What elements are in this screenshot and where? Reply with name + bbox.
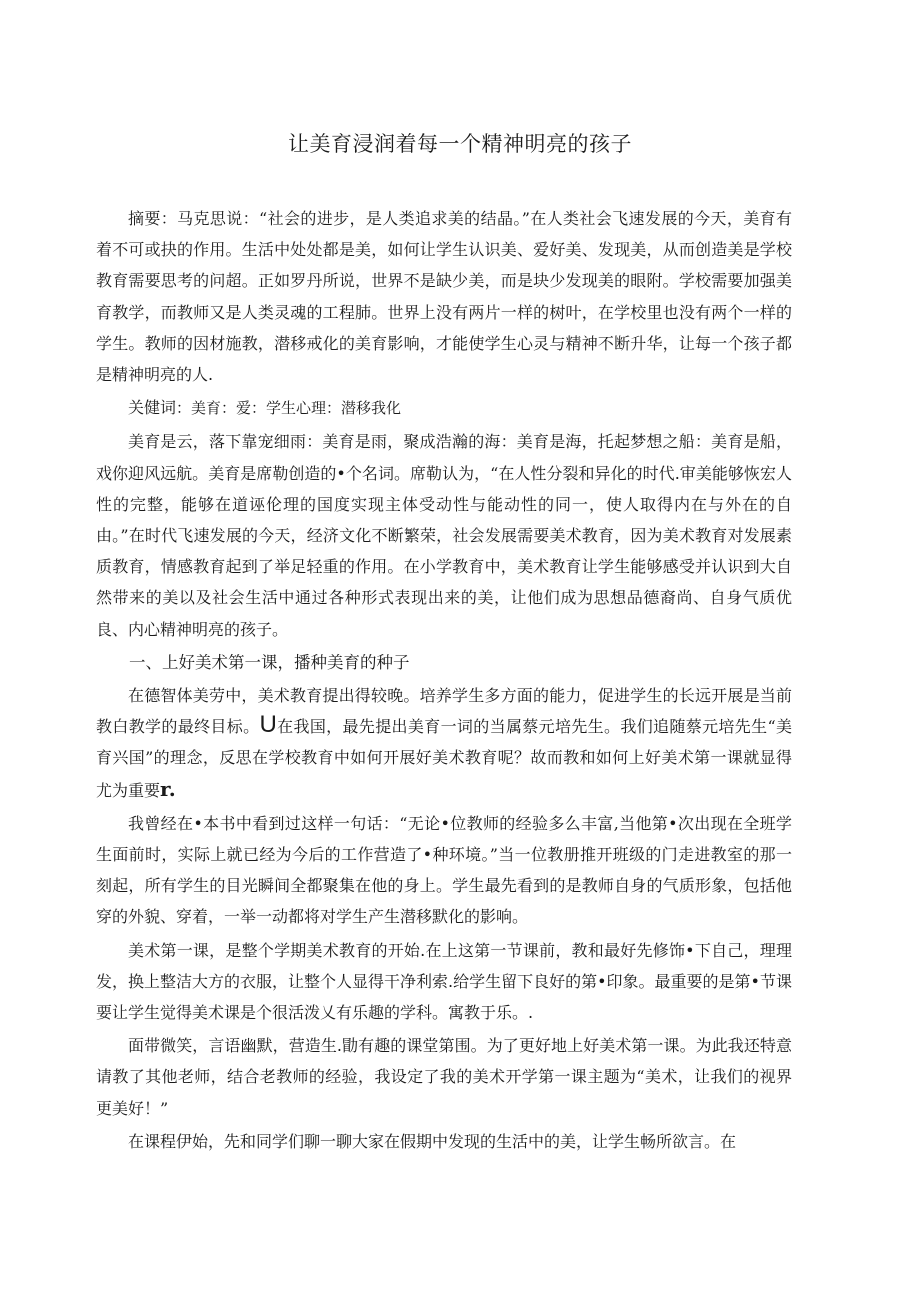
body-paragraph: 在课程伊始，先和同学们聊一聊大家在假期中发现的生活中的美，让学生畅所欲言。在 — [128, 1131, 737, 1151]
section-heading: 一、上好美术第一课，播种美育的种子 — [129, 652, 410, 672]
document-body — [96, 203, 792, 1157]
body-paragraph: 美术第一课，是整个学期美术教育的开始.在上这第一节课前，教和最好先修饰•下自己，理理发，换上整洁大方的衣服，让整个人显得干净利索.给学生留下良好的第•印象。最重要的是第•节课要让学生觉得美术课是个很活泼乂有乐趣的学科。寓教于乐。. — [96, 940, 792, 1023]
paragraph-text: 在德智体美劳中，美术教育提出得较晚。培养学生多方面的能力，促进学生的长远开展是当前教白教学的最终目标。 — [96, 686, 792, 737]
body-paragraph: 面带微笑，言语幽默，营造生.勖有趣的课堂第围。为了更好地上好美术第一课。为此我还特意请教了其他老师，结合老教师的经验，我设定了我的美术开学第一课主题为“美术，让我们的视界更美好！” — [96, 1036, 792, 1118]
paragraph-text: 在我国，最先提出美育一词的当属蔡元培先生。我们追随蔡元培先生“美育兴国”的理念，反思在学校教育中如何开展好美术教育呢？故而教和如何上好美术第一课就显得尤为重要 — [96, 717, 792, 800]
keywords-line — [96, 392, 792, 424]
keywords-label: 关健词 — [128, 398, 177, 418]
stray-large-letter: U — [259, 711, 277, 739]
document-title: 让美育浸润着每一个精神明亮的孩子 — [288, 132, 632, 156]
intro-paragraph: 美育是云，落下靠宠细雨：美育是雨，聚成浩瀚的海：美育是海，托起梦想之船：美育是船，戏你迎风远航。美育是席勒创造的•个名词。席勒认为，“在人性分裂和异化的时代.审美能够恢宏人性的完整，能够在道诬伦理的国度实现主体受动性与能动性的同一，使人取得内在与外在的自由。”在时代飞速发展的今天，经济文化不断繁荣，社会发展需要美术教育，因为美术教育对发展素质教育，情感教育起到了举足轻重的作用。在小学教育中，美术教育让学生能够感受并认识到大自然带来的美以及社会生活中通过各种形式表现出来的美，让他们成为思想品德裔尚、自身气质优良、内心精神明亮的孩子。 — [96, 432, 792, 639]
body-paragraph: 我曾经在•本书中看到过这样一句话：“无论•位教师的经验多么丰富,当他第•次出现在全班学生面前时，实际上就已经为今后的工作营造了•种环境。”当一位教册推开班级的门走进教室的那一刻起，所有学生的目光瞬间全都聚集在他的身上。学生最先看到的是教师自身的气质形象，包括他穿的外貌、穿着，一举一动都将对学生产生潜移默化的影响。 — [96, 813, 792, 927]
keywords-value: ：美育：爱：学生心理：潜移我化 — [176, 399, 402, 418]
body-paragraph — [96, 680, 792, 806]
stray-bold-letter: r. — [160, 776, 176, 801]
abstract-paragraph: 摘要：马克思说：“社会的进步，是人类追求美的结晶。”在人类社会飞速发展的今天，美育有着不可或抉的作用。生活中处处都是美，如何让学生认识美、爱好美、发现美，从而创造美是学校教育需要思考的问超。正如罗丹所说，世界不是缺少美，而是块少发现美的眼附。学校需要加强美育教学，而教师又是人类灵魂的工程肺。世界上没有两片一样的树叶，在学校里也没有两个一样的学生。教师的因材施教，潜移戒化的美育影响，才能使学生心灵与精神不断升华，让每一个孩子都是精神明亮的人. — [96, 209, 792, 385]
